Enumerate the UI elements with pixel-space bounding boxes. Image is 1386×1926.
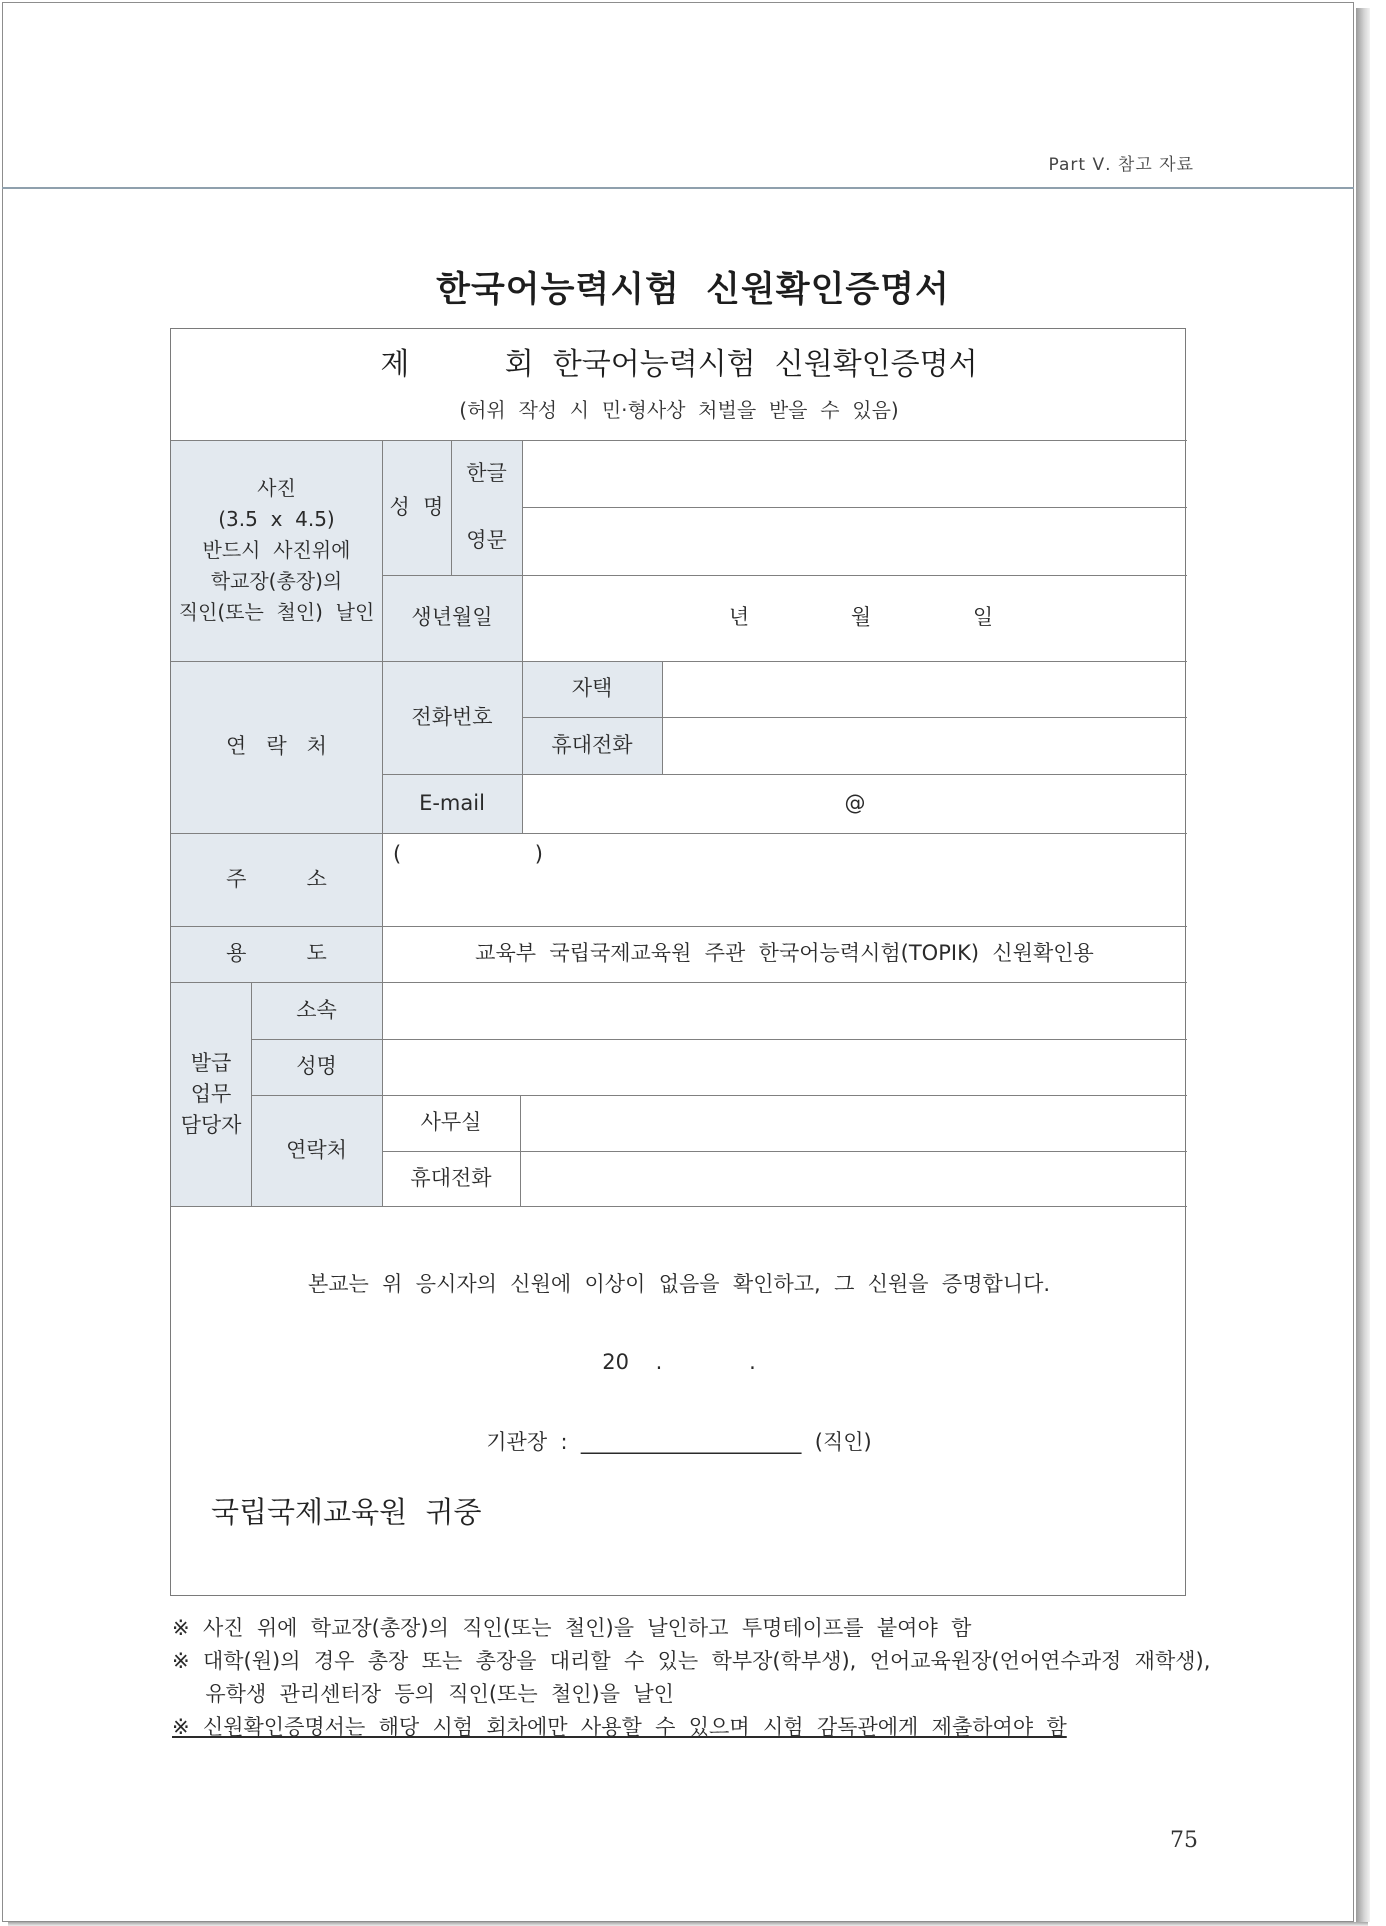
name-korean-field[interactable] bbox=[523, 441, 1187, 507]
contact-label: 연 락 처 bbox=[226, 734, 327, 759]
certification-statement: 본교는 위 응시자의 신원에 이상이 없음을 확인하고, 그 신원을 증명합니다. bbox=[307, 1272, 1051, 1297]
name-english-field[interactable] bbox=[523, 508, 1187, 575]
note-item: ※ 대학(원)의 경우 총장 또는 총장을 대리할 수 있는 학부장(학부생), 언어교육원장(언어연수과정 재학생), bbox=[172, 1649, 1211, 1673]
office-phone-field[interactable] bbox=[521, 1096, 1187, 1151]
birth-year-label: 년 bbox=[728, 605, 750, 630]
page-number: 75 bbox=[1170, 1828, 1198, 1853]
home-phone-field[interactable] bbox=[663, 662, 1187, 717]
certificate-form bbox=[170, 328, 1186, 1596]
mobile-phone-field[interactable] bbox=[663, 718, 1187, 774]
document-title: 한국어능력시험 신원확인증명서 bbox=[436, 270, 950, 310]
false-statement-warning: (허위 작성 시 민·형사상 처벌을 받을 수 있음) bbox=[459, 398, 899, 422]
address-label: 주 소 bbox=[226, 866, 327, 891]
mobile-phone-label: 휴대전화 bbox=[551, 732, 633, 757]
office-phone-label: 사무실 bbox=[420, 1110, 482, 1135]
birth-month-label: 월 bbox=[850, 605, 872, 630]
note-item: 유학생 관리센터장 등의 직인(또는 철인)을 날인 bbox=[172, 1682, 674, 1706]
postal-code-brackets: ( ) bbox=[393, 842, 543, 867]
issuer-mobile-label: 휴대전화 bbox=[410, 1165, 492, 1190]
affiliation-field[interactable] bbox=[383, 983, 1187, 1039]
birth-date-label: 생년월일 bbox=[411, 605, 493, 630]
home-phone-label: 자택 bbox=[571, 676, 613, 701]
date-line[interactable]: 20 . . bbox=[602, 1350, 756, 1375]
birth-day-label: 일 bbox=[972, 605, 994, 630]
addressee: 국립국제교육원 귀중 bbox=[211, 1495, 482, 1530]
notes bbox=[172, 1612, 1211, 1744]
purpose-label: 용 도 bbox=[226, 941, 327, 966]
issuer-name-label: 성명 bbox=[296, 1054, 337, 1079]
purpose-value: 교육부 국립국제교육원 주관 한국어능력시험(TOPIK) 신원확인용 bbox=[475, 941, 1094, 966]
page-shadow-bottom bbox=[8, 1922, 1368, 1926]
rule bbox=[171, 1206, 1187, 1207]
signatory-line[interactable]: 기관장 : _____________________ (직인) bbox=[486, 1430, 872, 1455]
issuer-contact-label: 연락처 bbox=[286, 1137, 347, 1162]
name-english-label: 영문 bbox=[466, 528, 507, 553]
name-korean-label: 한글 bbox=[466, 460, 507, 485]
header-divider bbox=[2, 187, 1354, 189]
photo-placeholder[interactable]: 사진 (3.5 x 4.5) 반드시 사진위에 학교장(총장)의 직인(또는 철인) 날인 bbox=[178, 476, 375, 624]
issuer-label: 발급 업무 담당자 bbox=[180, 1050, 242, 1137]
issuer-name-field[interactable] bbox=[383, 1040, 1187, 1095]
email-at-sign: @ bbox=[844, 790, 866, 815]
phone-label: 전화번호 bbox=[411, 704, 493, 729]
running-header: Part Ⅴ. 참고 자료 bbox=[1048, 155, 1194, 175]
note-item: ※ 신원확인증명서는 해당 시험 회차에만 사용할 수 있으며 시험 감독관에게 제출하여야 함 bbox=[172, 1715, 1067, 1739]
email-label: E-mail bbox=[419, 790, 485, 815]
form-heading: 제 회 한국어능력시험 신원확인증명서 bbox=[380, 346, 978, 382]
name-label: 성 명 bbox=[389, 494, 444, 519]
issuer-mobile-field[interactable] bbox=[521, 1152, 1187, 1206]
note-item: ※ 사진 위에 학교장(총장)의 직인(또는 철인)을 날인하고 투명테이프를 붙여야 함 bbox=[172, 1616, 972, 1640]
affiliation-label: 소속 bbox=[296, 997, 337, 1022]
